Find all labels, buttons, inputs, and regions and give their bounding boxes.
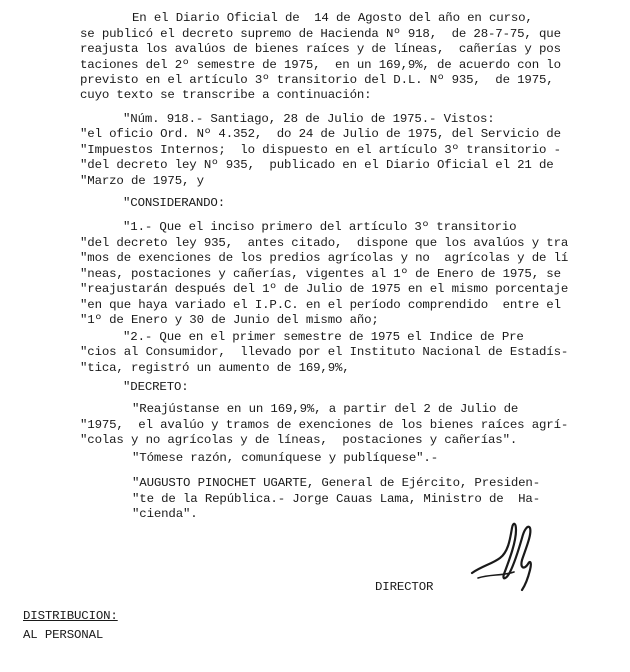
distribution-recipient: AL PERSONAL — [23, 628, 104, 642]
decreto-line: "1975, el avalúo y tramos de exenciones de los bienes raíces agrí- — [80, 418, 569, 432]
signature-title: DIRECTOR — [375, 580, 434, 594]
intro-line: previsto en el artículo 3º transitorio del D.L. Nº 935, de 1975, — [80, 73, 554, 87]
handwritten-signature — [470, 518, 580, 598]
signatory-line: "cienda". — [132, 507, 198, 521]
signatory-line: "te de la República.- Jorge Cauas Lama, Ministro de Ha- — [132, 492, 540, 506]
intro-line: taciones del 2º semestre de 1975, en un 169,9%, de acuerdo con lo — [80, 58, 561, 72]
considerando-item1-line: "1º de Enero y 30 de Junio del mismo año; — [80, 313, 379, 327]
decreto-line: "Reajústanse en un 169,9%, a partir del 2 de Julio de — [132, 402, 519, 416]
considerando-item2-line: "tica, registró un aumento de 169,9%, — [80, 361, 350, 375]
decreto-heading: "DECRETO: — [123, 380, 189, 394]
intro-line: En el Diario Oficial de 14 de Agosto del año en curso, — [132, 11, 533, 25]
decreto-closing: "Tómese razón, comuníquese y publíquese".- — [132, 451, 438, 465]
decreto-line: "colas y no agrícolas y de líneas, postaciones y cañerías". — [80, 433, 518, 447]
considerando-item1-line: "reajustarán después del 1º de Julio de 1975 en el mismo porcentaje — [80, 282, 569, 296]
considerando-item2-line: "2.- Que en el primer semestre de 1975 el Indice de Pre — [123, 330, 524, 344]
considerando-heading: "CONSIDERANDO: — [123, 196, 225, 210]
considerando-item1-line: "del decreto ley 935, antes citado, dispone que los avalúos y tra — [80, 236, 569, 250]
considerando-item1-line: "1.- Que el inciso primero del artículo 3º transitorio — [123, 220, 517, 234]
vistos-line: "del decreto ley Nº 935, publicado en el Diario Oficial el 21 de — [80, 158, 554, 172]
intro-line: cuyo texto se transcribe a continuación: — [80, 88, 372, 102]
intro-line: se publicó el decreto supremo de Hacienda Nº 918, de 28-7-75, que — [80, 27, 561, 41]
considerando-item1-line: "mos de exenciones de los predios agrícolas y no agrícolas y de lí — [80, 251, 569, 265]
signatory-line: "AUGUSTO PINOCHET UGARTE, General de Ejército, Presiden- — [132, 476, 540, 490]
considerando-item1-line: "en que haya variado el I.P.C. en el período comprendido entre el — [80, 298, 561, 312]
considerando-item1-line: "neas, postaciones y cañerías, vigentes al 1º de Enero de 1975, se — [80, 267, 561, 281]
vistos-line: "Impuestos Internos; lo dispuesto en el artículo 3º transitorio - — [80, 143, 561, 157]
distribution-heading: DISTRIBUCION: — [23, 609, 118, 623]
vistos-line: "Marzo de 1975, y — [80, 174, 204, 188]
considerando-item2-line: "cios al Consumidor, llevado por el Instituto Nacional de Estadís- — [80, 345, 569, 359]
vistos-line: "Núm. 918.- Santiago, 28 de Julio de 1975.- Vistos: — [123, 112, 495, 126]
intro-line: reajusta los avalúos de bienes raíces y de líneas, cañerías y pos — [80, 42, 561, 56]
vistos-line: "el oficio Ord. Nº 4.352, do 24 de Julio de 1975, del Servicio de — [80, 127, 561, 141]
